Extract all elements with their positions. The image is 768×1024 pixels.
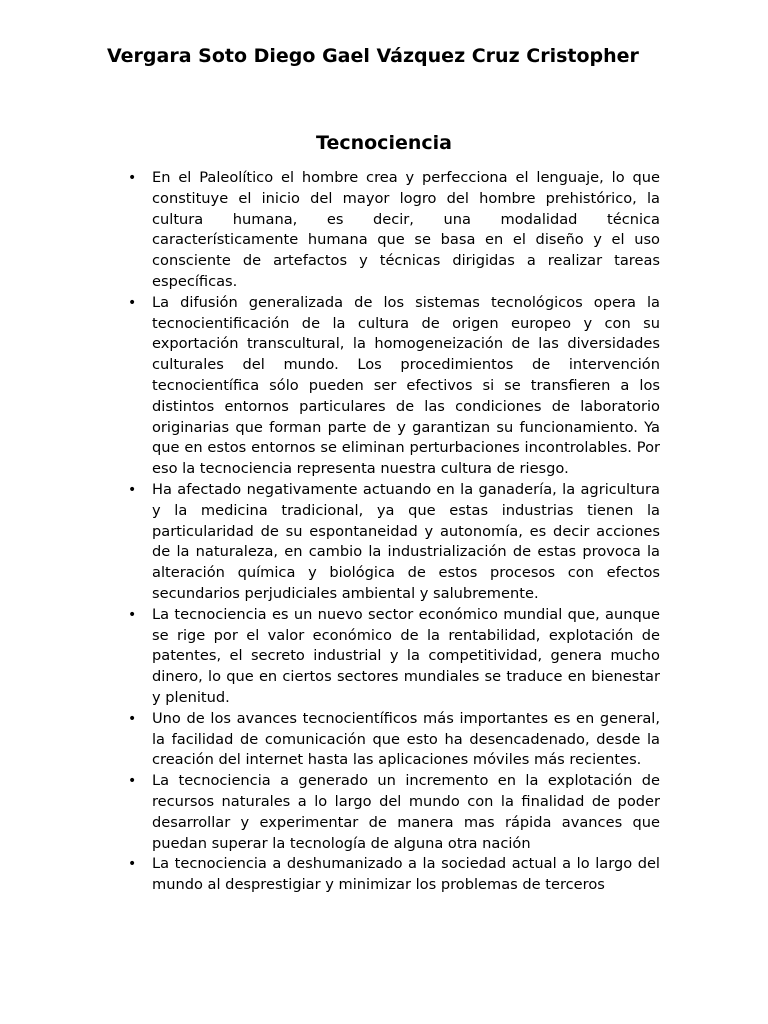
list-item-text: Uno de los avances tecnocientíficos más importantes es en general, la facilidad de comunicación que esto ha desencadenado, desde la creación del internet hasta las aplicaciones móviles más recientes. (152, 709, 660, 769)
list-item (128, 854, 660, 896)
list-item (128, 709, 660, 771)
bullet-icon: • (128, 294, 137, 311)
bullet-icon: • (128, 606, 137, 623)
list-item-text: La difusión generalizada de los sistemas tecnológicos opera la tecnocientificación de la cultura de origen europeo y con su exportación transcultural, la homogeneización de las diversidades culturales del mundo. Los procedimientos de intervención tecnocientífica sólo pueden ser efectivos si se transfieren a los distintos entornos particulares de las condiciones de laboratorio originarias que forman parte de y garantizan su funcionamiento. Ya que en estos entornos se eliminan perturbaciones incontrolables. Por eso la tecnociencia representa nuestra cultura de riesgo. (152, 293, 660, 478)
page-title: Tecnociencia (316, 132, 452, 154)
list-item (128, 168, 660, 293)
bullet-icon: • (128, 170, 137, 186)
bullet-icon: • (128, 710, 137, 727)
author-names: Vergara Soto Diego Gael Vázquez Cruz Cristopher (107, 45, 639, 67)
bullet-icon: • (128, 856, 137, 873)
list-item-text: En el Paleolítico el hombre crea y perfecciona el lenguaje, lo que constituye el inicio del mayor logro del hombre prehistórico, la cultura humana, es decir, una modalidad técnica característicamente humana que se basa en el diseño y el uso consciente de artefactos y técnicas dirigidas a realizar tareas específicas. (152, 169, 660, 290)
list-item (128, 605, 660, 709)
list-item (128, 293, 660, 480)
list-item-text: La tecnociencia a deshumanizado a la sociedad actual a lo largo del mundo al desprestigiar y minimizar los problemas de terceros (152, 855, 660, 894)
list-item (128, 771, 660, 854)
list-item-text: La tecnociencia es un nuevo sector económico mundial que, aunque se rige por el valor económico de la rentabilidad, explotación de patentes, el secreto industrial y la competitividad, genera mucho dinero, lo que en ciertos sectores mundiales se traduce en bienestar y plenitud. (152, 605, 660, 706)
list-item (128, 480, 660, 605)
list-item-text: Ha afectado negativamente actuando en la ganadería, la agricultura y la medicina tradicional, ya que estas industrias tienen la particularidad de su espontaneidad y autonomía, es decir acciones de la naturaleza, en cambio la industrialización de estas provoca la alteración química y biológica de estos procesos con efectos secundarios perjudiciales ambiental y salubremente. (152, 480, 660, 602)
list-item-text: La tecnociencia a generado un incremento en la explotación de recursos naturales a lo largo del mundo con la finalidad de poder desarrollar y experimentar de manera mas rápida avances que puedan superar la tecnología de alguna otra nación (152, 772, 660, 852)
bullet-icon: • (128, 481, 137, 498)
bullet-list (128, 168, 660, 896)
bullet-icon: • (128, 773, 137, 790)
